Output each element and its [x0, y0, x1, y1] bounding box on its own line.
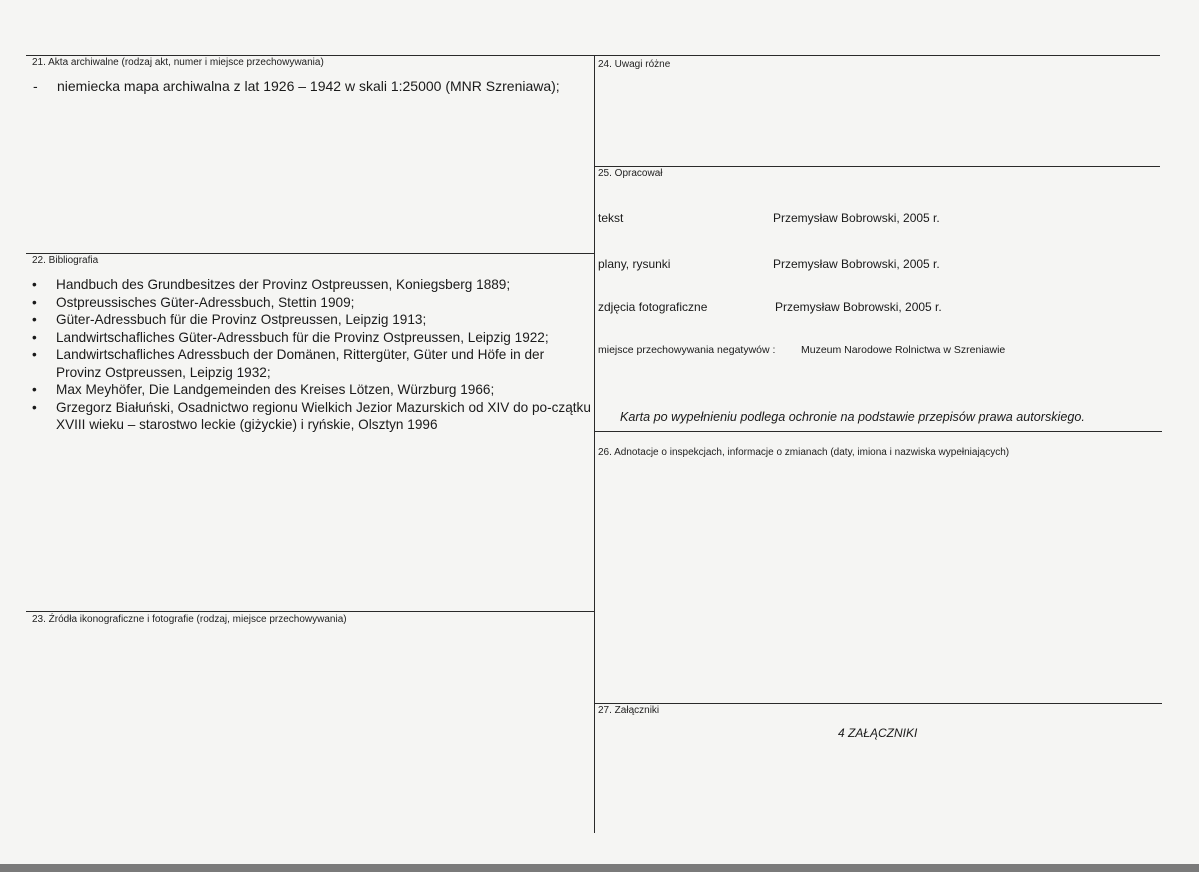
negatives-label: miejsce przechowywania negatywów : — [598, 344, 776, 356]
section-24-label: 24. Uwagi różne — [598, 59, 671, 70]
bibliography-item: • Güter-Adressbuch für die Provinz Ostpreussen, Leipzig 1913; — [32, 312, 427, 327]
bibliography-item: • Grzegorz Białuński, Osadnictwo regionu Wielkich Jezior Mazurskich od XIV do po-czątku XVIII wieku – starostwo leckie (giżyckie) i ryńskie, Olsztyn 1996 — [32, 399, 591, 432]
bibliography-item: • Handbuch des Grundbesitzes der Provinz Ostpreussen, Koniegsberg 1889; — [32, 277, 511, 292]
credit-role-photos: zdjęcia fotograficzne — [598, 300, 708, 314]
bullet-icon: • — [32, 312, 37, 327]
section-25-label: 25. Opracował — [598, 168, 663, 179]
credit-author-photos: Przemysław Bobrowski, 2005 r. — [775, 300, 942, 314]
bullet-icon: • — [32, 347, 37, 362]
copyright-notice: Karta po wypełnieniu podlega ochronie na podstawie przepisów prawa autorskiego. — [620, 410, 1085, 424]
bullet-icon: • — [32, 399, 37, 415]
bibliography-item: • Landwirtschafliches Güter-Adressbuch für die Provinz Ostpreussen, Leipzig 1922; — [32, 329, 549, 345]
rule-section-27 — [594, 703, 1162, 704]
top-rule-right — [594, 55, 1160, 56]
negatives-value: Muzeum Narodowe Rolnictwa w Szreniawie — [801, 344, 1006, 356]
bullet-icon: • — [32, 329, 37, 345]
credit-author-plans: Przemysław Bobrowski, 2005 r. — [773, 257, 940, 271]
section-21-label: 21. Akta archiwalne (rodzaj akt, numer i miejsce przechowywania) — [32, 57, 324, 68]
top-rule-left — [26, 55, 594, 56]
rule-section-22 — [26, 253, 594, 254]
bullet-icon: • — [32, 294, 37, 310]
section-22-label: 22. Bibliografia — [32, 255, 99, 266]
rule-section-23 — [26, 611, 594, 612]
section-26-label: 26. Adnotacje o inspekcjach, informacje o zmianach (daty, imiona i nazwiska wypełniających) — [598, 447, 1010, 458]
bibliography-item: • Landwirtschafliches Adressbuch der Domänen, Rittergüter, Güter und Höfe in der Provinz Ostpreussen, Leipzig 1932; — [32, 347, 545, 380]
section-21-bullet: - — [33, 78, 38, 94]
rule-section-25 — [594, 166, 1160, 167]
center-divider — [594, 55, 595, 833]
section-21-item: niemiecka mapa archiwalna z lat 1926 – 1942 w skali 1:25000 (MNR Szreniawa); — [57, 78, 560, 94]
bullet-icon: • — [32, 382, 37, 397]
credit-author-text: Przemysław Bobrowski, 2005 r. — [773, 211, 940, 225]
bullet-icon: • — [32, 277, 37, 292]
section-27-label: 27. Załączniki — [598, 705, 660, 716]
attachments-value: 4 ZAŁĄCZNIKI — [838, 726, 918, 740]
credit-role-plans: plany, rysunki — [598, 257, 671, 271]
bibliography-item: • Ostpreussisches Güter-Adressbuch, Stettin 1909; — [32, 294, 355, 310]
bibliography-item: • Max Meyhöfer, Die Landgemeinden des Kreises Lötzen, Würzburg 1966; — [32, 382, 495, 397]
bibliography-list — [32, 276, 592, 434]
rule-section-26 — [594, 431, 1162, 432]
scan-bottom-edge — [0, 864, 1199, 872]
credit-role-text: tekst — [598, 211, 624, 225]
section-23-label: 23. Źródła ikonograficzne i fotografie (rodzaj, miejsce przechowywania) — [32, 614, 347, 625]
